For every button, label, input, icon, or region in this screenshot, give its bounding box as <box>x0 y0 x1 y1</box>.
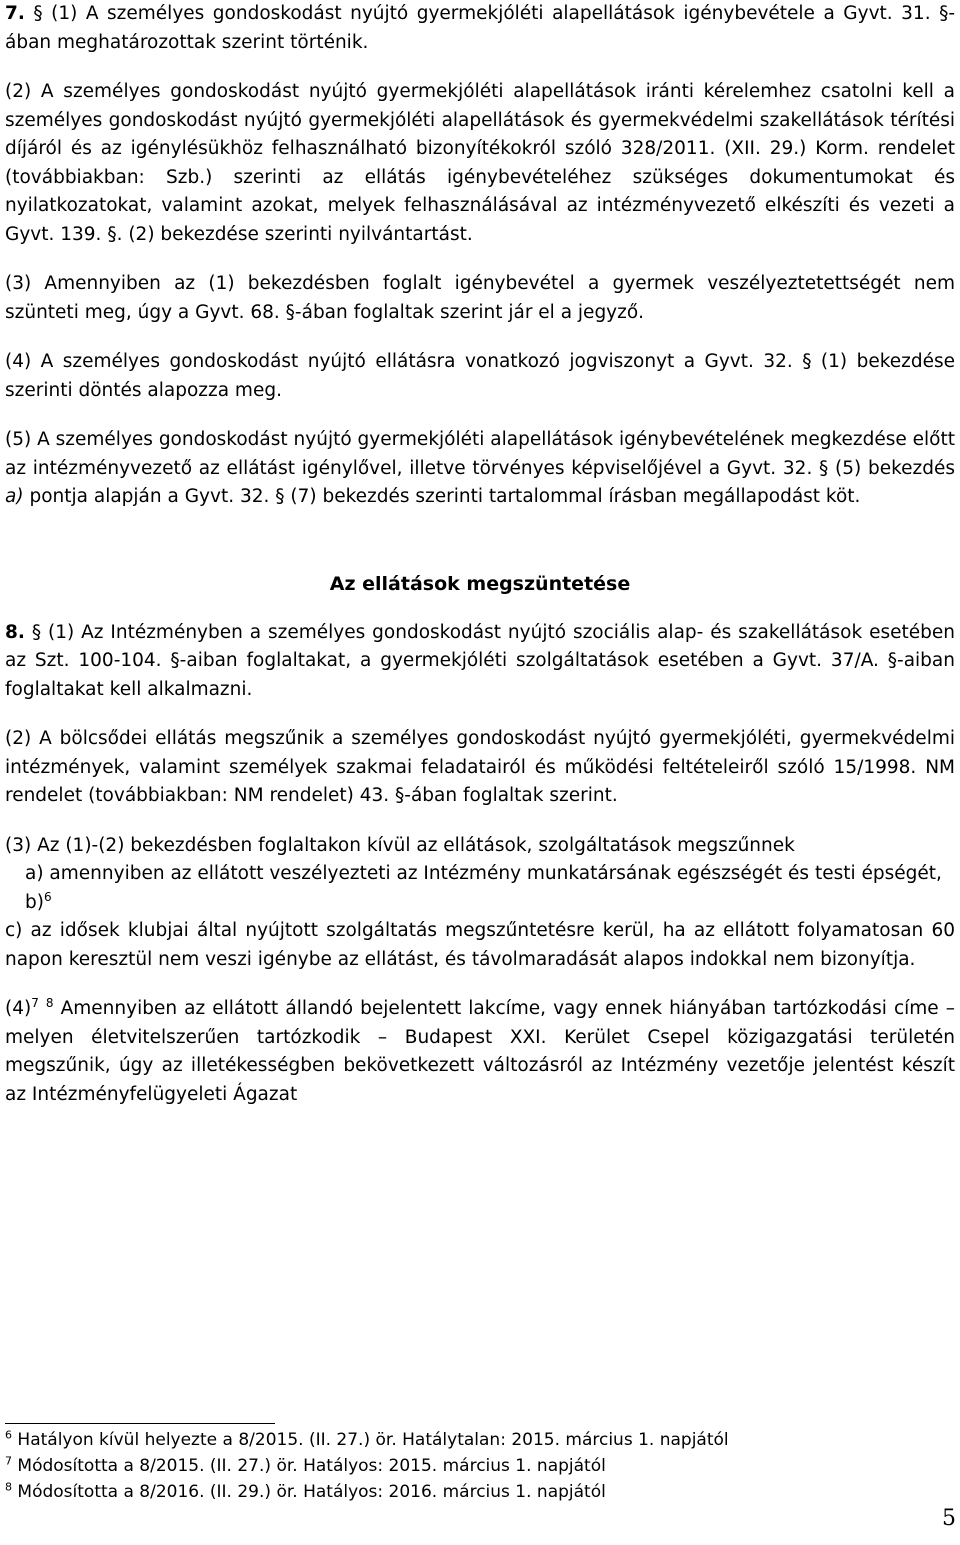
section-8-paragraph-1-text: § (1) Az Intézményben a személyes gondoskodást nyújtó szociális alap- és szakellátások esetében az Szt. 100-104. §-aiban foglaltakat, a gyermekjóléti szolgáltatások esetében a Gyvt. 37/A. §-aiban foglaltakat kell alkalmazni. <box>5 621 955 700</box>
section-7-paragraph-5-part-a: (5) A személyes gondoskodást nyújtó gyermekjóléti alapellátások igénybevételének megkezdése előtt az intézményvezető az ellátást igénylővel, illetve törvényes képviselőjével a Gyvt. 32. § (5) bekezdés <box>5 429 955 479</box>
page-number: 5 <box>942 1506 956 1531</box>
section-8-item-c: c) az idősek klubjai által nyújtott szolgáltatás megszűntetésre kerül, ha az ellátott folyamatosan 60 napon keresztül nem veszi igénybe az ellátást, és távolmaradását alapos indokkal nem bizonyítja. <box>5 920 955 970</box>
section-7-number: 7. <box>5 3 25 24</box>
footnote <box>5 1427 955 1453</box>
footnote-number: 8 <box>5 1480 12 1494</box>
section-8-paragraph-4-label: (4) <box>5 998 32 1019</box>
section-7-paragraph-5-part-b: pontja alapján a Gyvt. 32. § (7) bekezdés szerinti tartalommal írásban megállapodást köt. <box>29 486 861 507</box>
footnote <box>5 1453 955 1479</box>
footnote-number: 7 <box>5 1454 12 1468</box>
footnote <box>5 1479 955 1505</box>
footnotes <box>5 1427 955 1505</box>
footnote-number: 6 <box>5 1428 12 1442</box>
section-8-item-b-label: b) <box>25 891 44 913</box>
section-heading: Az ellátások megszüntetése <box>329 572 631 595</box>
section-7-paragraph-5-italic: a) <box>5 486 24 507</box>
footnote-ref-7[interactable]: 7 <box>31 995 39 1010</box>
footnote-text: Hatályon kívül helyezte a 8/2015. (II. 27.) ör. Hatálytalan: 2015. március 1. napjától <box>17 1430 729 1450</box>
footnote-divider <box>5 1423 275 1424</box>
section-8-item-b <box>5 889 955 918</box>
section-7-paragraph-5 <box>5 426 955 512</box>
section-7-paragraph-1 <box>5 0 955 57</box>
section-7-paragraph-4: (4) A személyes gondoskodást nyújtó ellátásra vonatkozó jogviszonyt a Gyvt. 32. § (1) bekezdése szerinti döntés alapozza meg. <box>5 351 955 401</box>
section-8-number: 8. <box>5 621 25 643</box>
section-8-paragraph-4 <box>5 995 955 1109</box>
footnote-text: Módosította a 8/2016. (II. 29.) ör. Hatályos: 2016. március 1. napjától <box>17 1482 606 1502</box>
section-8-item-a: a) amennyiben az ellátott veszélyezteti az Intézmény munkatársának egészségét és testi épségét, <box>25 863 942 884</box>
footnote-ref-8[interactable]: 8 <box>45 995 54 1010</box>
section-7-paragraph-3: (3) Amennyiben az (1) bekezdésben foglalt igénybevétel a gyermek veszélyeztetettségét nem szünteti meg, úgy a Gyvt. 68. §-ában foglaltak szerint jár el a jegyző. <box>5 273 955 323</box>
section-7-paragraph-2: (2) A személyes gondoskodást nyújtó gyermekjóléti alapellátások iránti kérelemhez csatolni kell a személyes gondoskodást nyújtó gyermekjóléti alapellátások és gyermekvédelmi szakellátások térítési díjáról és az igénylésükhöz felhasználható bizonyítékokról szóló 328/2011. (XII. 29.) Korm. rendelet (továbbiakban: Szb.) szerinti az ellátás igénybevételéhez szükséges dokumentumokat és nyilatkozatokat, valamint azokat, melyek felhasználásával az intézményvezető elkészíti és vezeti a Gyvt. 139. §. (2) bekezdése szerinti nyilvántartást. <box>5 81 955 245</box>
section-8-paragraph-3: (3) Az (1)-(2) bekezdésben foglaltakon kívül az ellátások, szolgáltatások megszűnnek <box>5 834 795 856</box>
section-7-paragraph-1-text: § (1) A személyes gondoskodást nyújtó gyermekjóléti alapellátások igénybevétele a Gyvt. 31. §-ában meghatározottak szerint történik. <box>5 3 956 53</box>
section-8-paragraph-4-text: Amennyiben az ellátott állandó bejelentett lakcíme, vagy ennek hiányában tartózkodási címe – melyen életvitelszerűen tartózkodik – Budapest XXI. Kerület Csepel közigazgatási területén megszűnik, úgy az illetékességben bekövetkezett változásról az Intézmény vezetője jelentést készít az Intézményfelügyeleti Ágazat <box>5 998 955 1105</box>
footnote-ref-6[interactable]: 6 <box>43 889 52 904</box>
section-8-paragraph-2: (2) A bölcsődei ellátás megszűnik a személyes gondoskodást nyújtó gyermekjóléti, gyermekvédelmi intézmények, valamint személyek szakmai feladatairól és működési feltételeiről szóló 15/1998. NM rendelet (továbbiakban: NM rendelet) 43. §-ában foglaltak szerint. <box>5 728 955 806</box>
document-page <box>5 0 955 1109</box>
footnote-text: Módosította a 8/2015. (II. 27.) ör. Hatályos: 2015. március 1. napjától <box>17 1456 606 1476</box>
section-8-paragraph-1 <box>5 619 955 705</box>
